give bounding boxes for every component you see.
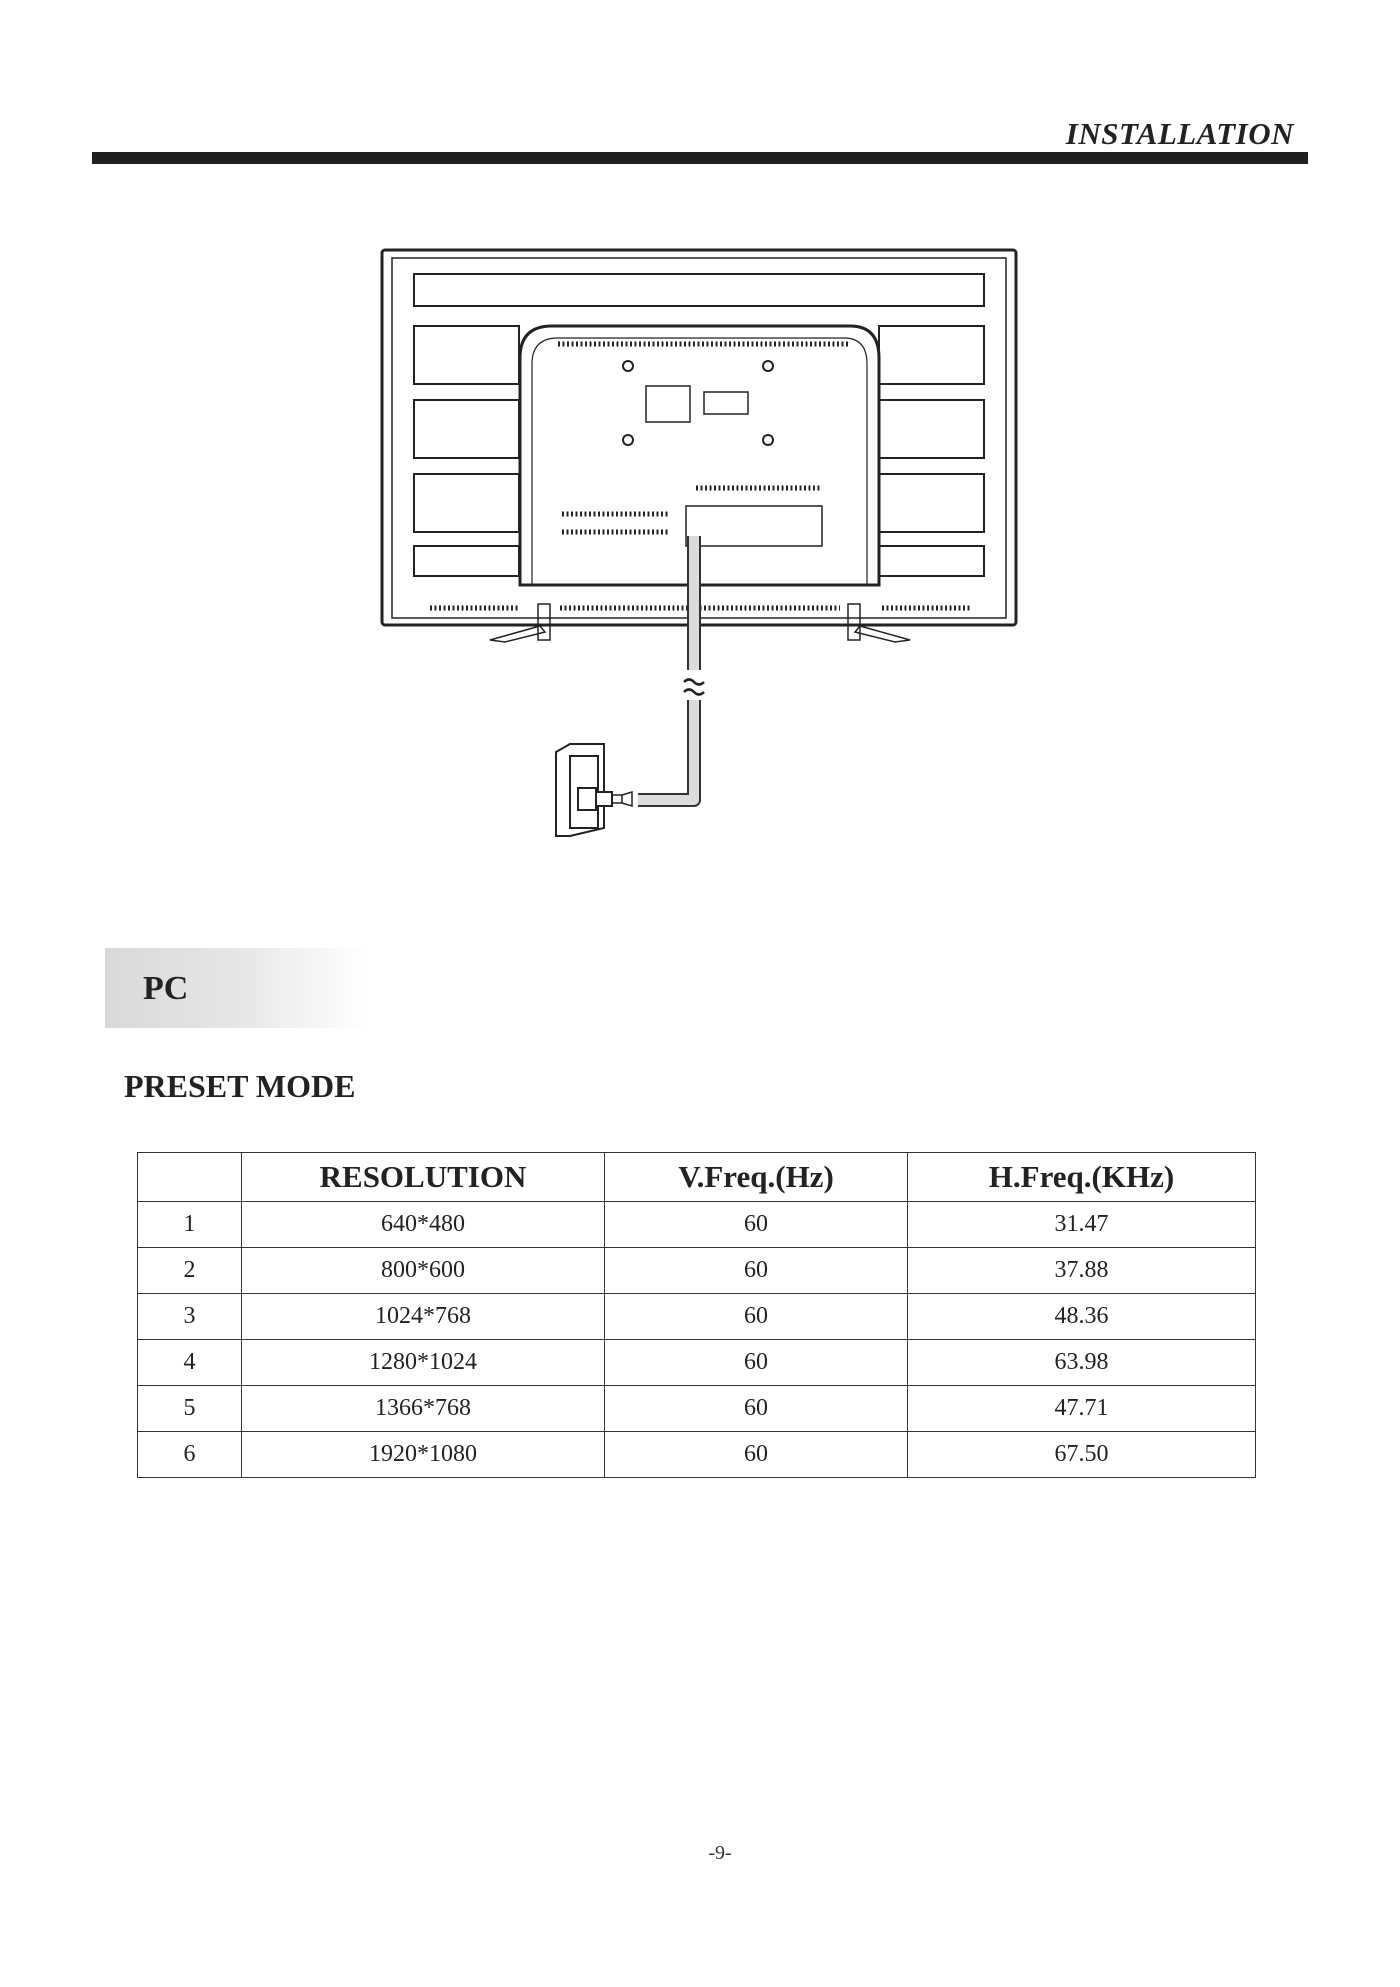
row-resolution: 1920*1080 xyxy=(242,1432,605,1478)
table-row xyxy=(138,1248,1256,1294)
section-title: INSTALLATION xyxy=(1065,116,1294,151)
row-vfreq: 60 xyxy=(605,1432,908,1478)
header-rule xyxy=(92,152,1308,164)
power-cable xyxy=(638,536,704,800)
pc-section-label: PC xyxy=(143,970,189,1007)
row-vfreq: 60 xyxy=(605,1340,908,1386)
row-hfreq: 48.36 xyxy=(908,1294,1256,1340)
row-resolution: 640*480 xyxy=(242,1202,605,1248)
row-resolution: 800*600 xyxy=(242,1248,605,1294)
table-row xyxy=(138,1340,1256,1386)
row-vfreq: 60 xyxy=(605,1386,908,1432)
preset-mode-table xyxy=(137,1152,1256,1478)
preset-mode-heading: PRESET MODE xyxy=(124,1068,356,1104)
column-header-hfreq: H.Freq.(KHz) xyxy=(908,1153,1256,1202)
wall-outlet-icon xyxy=(556,744,632,836)
column-header-resolution: RESOLUTION xyxy=(242,1153,605,1202)
row-vfreq: 60 xyxy=(605,1202,908,1248)
row-index: 2 xyxy=(138,1248,242,1294)
row-resolution: 1024*768 xyxy=(242,1294,605,1340)
page-number: -9- xyxy=(708,1842,732,1864)
row-resolution: 1280*1024 xyxy=(242,1340,605,1386)
table-row xyxy=(138,1432,1256,1478)
column-header-vfreq: V.Freq.(Hz) xyxy=(605,1153,908,1202)
table-row xyxy=(138,1386,1256,1432)
column-header-index xyxy=(138,1153,242,1202)
row-index: 1 xyxy=(138,1202,242,1248)
row-vfreq: 60 xyxy=(605,1248,908,1294)
row-index: 6 xyxy=(138,1432,242,1478)
row-hfreq: 63.98 xyxy=(908,1340,1256,1386)
table-row xyxy=(138,1294,1256,1340)
table-header-row xyxy=(138,1153,1256,1202)
row-index: 3 xyxy=(138,1294,242,1340)
pc-section-banner xyxy=(105,948,365,1028)
row-resolution: 1366*768 xyxy=(242,1386,605,1432)
row-hfreq: 47.71 xyxy=(908,1386,1256,1432)
row-vfreq: 60 xyxy=(605,1294,908,1340)
row-index: 4 xyxy=(138,1340,242,1386)
row-hfreq: 67.50 xyxy=(908,1432,1256,1478)
table-row xyxy=(138,1202,1256,1248)
row-hfreq: 37.88 xyxy=(908,1248,1256,1294)
row-index: 5 xyxy=(138,1386,242,1432)
row-hfreq: 31.47 xyxy=(908,1202,1256,1248)
tv-power-connection-diagram xyxy=(370,240,1030,860)
